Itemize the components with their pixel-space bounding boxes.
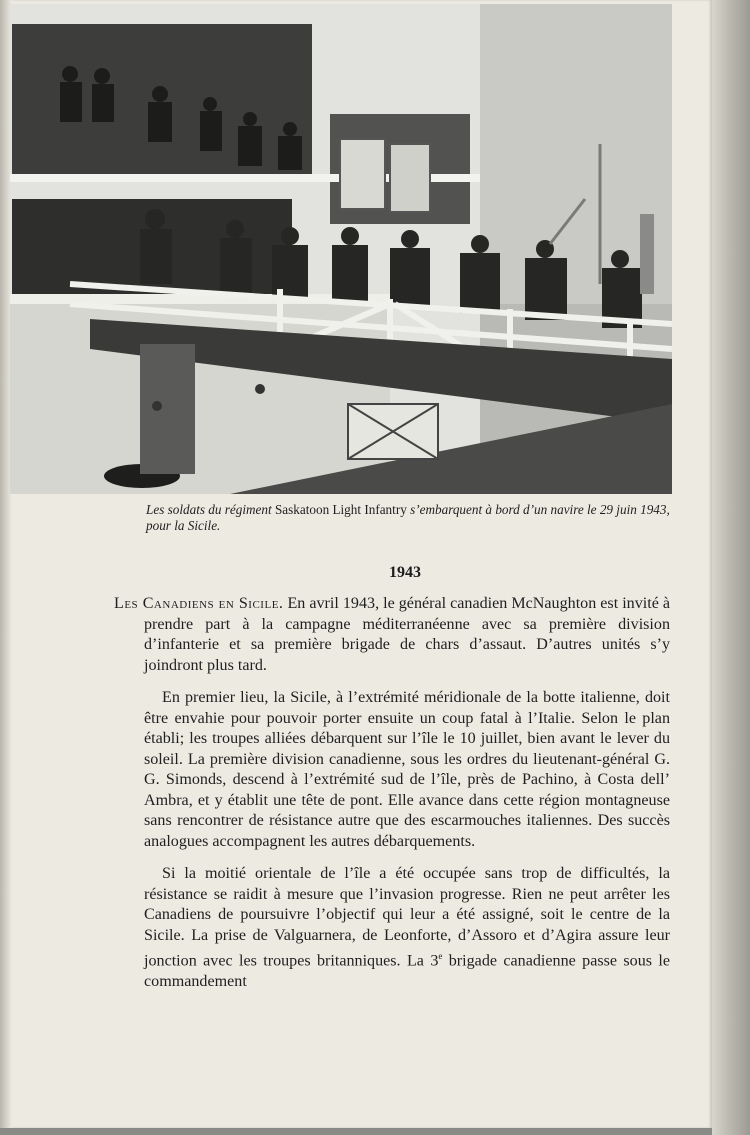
paragraph-2: En premier lieu, la Sicile, à l’extrémité méridionale de la botte italienne, doit être envahie pour pouvoir porter ensuite un coup fatal à l’Italie. Selon le plan établi; les troupes alliées débarquent sur l’île le 10 juillet, bien avant le lever du soleil. La première division canadienne, sous les ordres du lieutenant-général G. G. Simonds, descend à l’extrémité sud de l’île, près de Pachino, à Costa dell’ Ambra, et y établit une tête de pont. Elle avance dans cette région montagneuse sans rencontrer de résistance autre que des escarmouches italiennes. Des succès analogues accompagnent les autres débarquements. <box>144 689 670 850</box>
section-heading: Les Canadiens en Sicile. <box>114 595 284 612</box>
ordinal-superscript: e <box>438 951 443 961</box>
caption-text-part1: Les soldats du régiment <box>146 502 272 517</box>
paragraph-3-text-end: brigade canadienne passe sous le commandement <box>144 952 671 990</box>
paragraph-1 <box>114 594 670 676</box>
photo-soldiers-boarding-ship <box>10 4 672 494</box>
caption-text-part2: s’embarquent à bord d’un navire le 29 juin 1943, pour la Sicile. <box>146 502 670 533</box>
paragraph-1-text: En avril 1943, le général canadien McNaughton est invité à prendre part à la campagne méditerranéenne avec sa première division d’infanterie et sa première brigade de chars d’assaut. D’autres unités s’y joindront plus tard. <box>144 595 671 674</box>
article-body <box>114 594 670 1004</box>
photo-caption <box>146 502 674 534</box>
book-page-edge <box>712 0 750 1135</box>
paragraph-3-text: Si la moitié orientale de l’île a été occupée sans trop de difficultés, la résistance se raidit à mesure que l’invasion progresse. Rien ne peut arrêter les Canadiens de poursuivre l’objectif qui leur a été assigné, soit le centre de la Sicile. La prise de Valguarnera, de Leonforte, d’Assoro et d’Agira assure leur jonction avec les troupes britanniques. La 3 <box>144 865 670 970</box>
caption-unit-name: Saskatoon Light Infantry <box>274 502 407 517</box>
paragraph-3 <box>114 864 670 992</box>
section-year: 1943 <box>389 564 421 581</box>
